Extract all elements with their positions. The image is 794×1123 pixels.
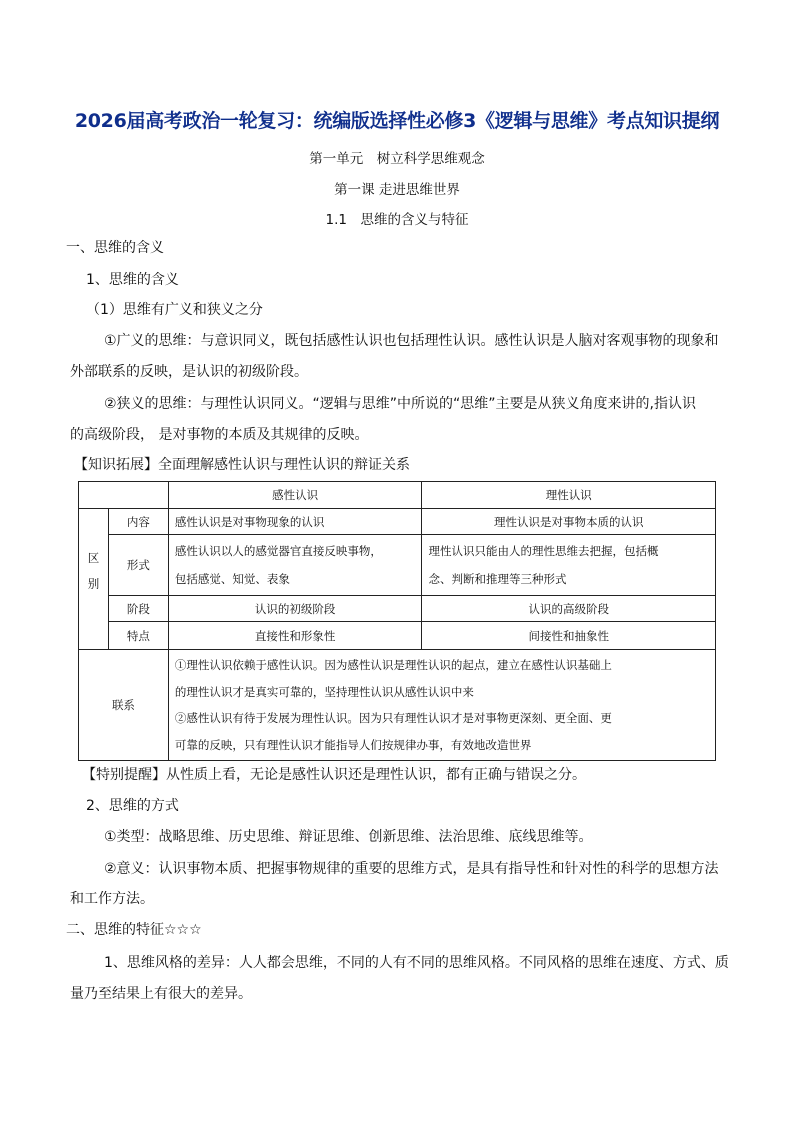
table-corner — [79, 482, 169, 509]
table-cell — [422, 535, 716, 596]
table-header-perceptual: 感性认识 — [168, 482, 422, 509]
table-cell-line: 包括感觉、知觉、表象 — [174, 572, 290, 586]
paragraph-broad-line2: 外部联系的反映，是认识的初级阶段。 — [70, 364, 308, 380]
table-cell: 间接性和抽象性 — [422, 622, 716, 650]
paragraph-types: ①类型：战略思维、历史思维、辩证思维、创新思维、法治思维、底线思维等。 — [104, 829, 593, 845]
table-cell: 感性认识是对事物现象的认识 — [168, 509, 422, 535]
table-row-label: 形式 — [108, 535, 168, 596]
document-title: 2026届高考政治一轮复习：统编版选择性必修3《逻辑与思维》考点知识提纲 — [74, 110, 720, 132]
knowledge-extension-label: 【知识拓展】全面理解感性认识与理性认识的辩证关系 — [74, 457, 410, 473]
table-link-content — [168, 650, 715, 761]
table-link-line: 的理性认识才是真实可靠的，坚持理性认识从感性认识中来 — [174, 684, 474, 699]
subheading-broad-narrow: （1）思维有广义和狭义之分 — [86, 302, 263, 318]
paragraph-narrow-line1: ②狭义的思维：与理性认识同义。“逻辑与思维”中所说的“思维”主要是从狭义角度来讲的,指认识 — [104, 396, 697, 412]
table-link-line: ①理性认识依赖于感性认识。因为感性认识是理性认识的起点，建立在感性认识基础上 — [174, 658, 612, 672]
lesson-heading: 第一课 走进思维世界 — [334, 182, 460, 198]
table-cell: 认识的高级阶段 — [422, 596, 716, 622]
table-cell: 直接性和形象性 — [168, 622, 422, 650]
paragraph-significance-line1: ②意义：认识事物本质、把握事物规律的重要的思维方式，是具有指导性和针对性的科学的思想方法 — [104, 861, 719, 877]
heading-thinking-meaning: 一、思维的含义 — [66, 240, 164, 256]
table-cell-line: 理性认识只能由人的理性思维去把握，包括概 — [428, 544, 659, 558]
unit-heading: 第一单元 树立科学思维观念 — [309, 151, 485, 167]
paragraph-style-line1: 1、思维风格的差异：人人都会思维，不同的人有不同的思维风格。不同风格的思维在速度、方式、质 — [104, 955, 729, 971]
table-cell: 理性认识是对事物本质的认识 — [422, 509, 716, 535]
table-cell-line: 念、判断和推理等三种形式 — [428, 572, 567, 586]
table-row-label: 阶段 — [108, 596, 168, 622]
table-link-label: 联系 — [79, 650, 169, 761]
section-heading: 1.1 思维的含义与特征 — [325, 212, 469, 228]
table-group-difference — [79, 509, 109, 650]
subheading-thinking-meaning: 1、思维的含义 — [86, 272, 179, 288]
heading-thinking-features: 二、思维的特征☆☆☆ — [66, 922, 202, 938]
table-group-label: 区别 — [86, 552, 101, 603]
table-header-rational: 理性认识 — [422, 482, 716, 509]
paragraph-narrow-line2: 的高级阶段， 是对事物的本质及其规律的反映。 — [70, 427, 369, 443]
table-cell — [168, 535, 422, 596]
table-row-label: 特点 — [108, 622, 168, 650]
table-cell-line: 感性认识以人的感觉器官直接反映事物， — [174, 544, 382, 558]
table-cell: 认识的初级阶段 — [168, 596, 422, 622]
table-link-line: ②感性认识有待于发展为理性认识。因为只有理性认识才是对事物更深刻、更全面、更 — [174, 711, 612, 725]
comparison-table — [78, 481, 716, 761]
special-reminder: 【特别提醒】从性质上看，无论是感性认识还是理性认识，都有正确与错误之分。 — [82, 767, 586, 783]
paragraph-style-line2: 量乃至结果上有很大的差异。 — [70, 986, 252, 1002]
subheading-thinking-modes: 2、思维的方式 — [86, 798, 179, 814]
paragraph-significance-line2: 和工作方法。 — [70, 891, 154, 907]
paragraph-broad-line1: ①广义的思维：与意识同义，既包括感性认识也包括理性认识。感性认识是人脑对客观事物的现象和 — [104, 333, 719, 349]
table-link-line: 可靠的反映，只有理性认识才能指导人们按规律办事，有效地改造世界 — [174, 737, 532, 752]
table-row-label: 内容 — [108, 509, 168, 535]
